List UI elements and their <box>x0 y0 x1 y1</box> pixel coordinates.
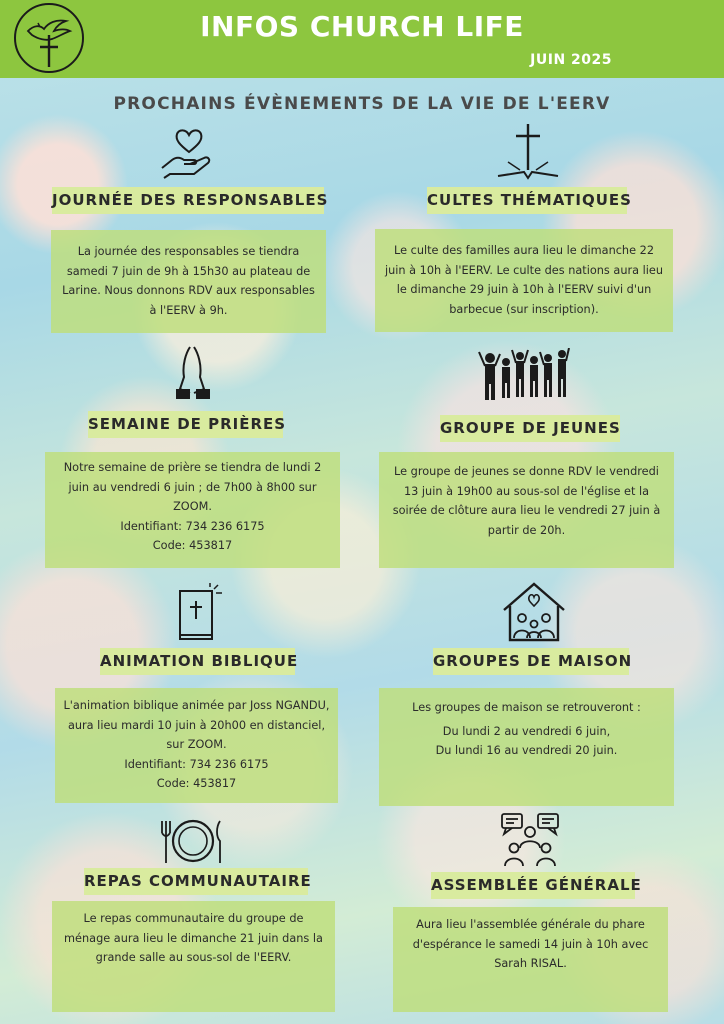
card-text-id: Identifiant: 734 236 6175 <box>120 519 265 533</box>
cross-bible-icon <box>494 120 562 184</box>
card-text: Aura lieu l'assemblée générale du phare d'espérance le samedi 14 juin à 10h avec Sarah RISAL. <box>412 918 649 970</box>
section-title-jeunes: GROUPE DE JEUNES <box>440 415 620 442</box>
card-text: Le groupe de jeunes se donne RDV le vendredi 13 juin à 19h00 au sous-sol de l'église et la soirée de clôture aura lieu le vendredi 27 juin à partir de 20h. <box>392 465 661 537</box>
section-title-journee: JOURNÉE DES RESPONSABLES <box>52 187 324 214</box>
card-text-code: Code: 453817 <box>152 539 233 552</box>
section-card-jeunes <box>379 452 674 568</box>
header-date: JUIN 2025 <box>530 52 612 68</box>
card-text: Les groupes de maison se retrouveront : <box>412 701 641 714</box>
card-text: Notre semaine de prière se tiendra de lundi 2 juin au vendredi 6 juin ; de 7h00 à 8h00 sur ZOOM. <box>63 461 322 513</box>
section-title-animation: ANIMATION BIBLIQUE <box>100 648 295 675</box>
header-title: INFOS CHURCH LIFE <box>200 10 524 43</box>
card-text-id: Identifiant: 734 236 6175 <box>124 757 269 771</box>
card-text: L'animation biblique animée par Joss NGANDU, aura lieu mardi 10 juin à 20h00 en distanciel, sur ZOOM. <box>63 699 330 751</box>
section-title-maison: GROUPES DE MAISON <box>433 648 629 675</box>
card-text-date2: Du lundi 16 au vendredi 20 juin. <box>435 744 618 757</box>
praying-hands-icon <box>170 343 216 401</box>
card-text: La journée des responsables se tiendra samedi 7 juin de 9h à 15h30 au plateau de Larine. Nous donnons RDV aux responsables à l'EERV à 9h. <box>62 245 315 317</box>
section-title-cultes: CULTES THÉMATIQUES <box>427 187 627 214</box>
section-card-assemblee <box>393 907 668 1012</box>
section-card-maison <box>379 688 674 806</box>
assembly-people-icon <box>500 812 560 868</box>
card-text: Le culte des familles aura lieu le dimanche 22 juin à 10h à l'EERV. Le culte des nations aura lieu le dimanche 29 juin à 10h à l'EERV suivi d'un barbecue (sur inscription). <box>384 244 664 316</box>
house-family-icon <box>500 580 568 644</box>
page-title: PROCHAINS ÉVÈNEMENTS DE LA VIE DE L'EERV <box>113 94 611 114</box>
section-title-repas: REPAS COMMUNAUTAIRE <box>84 868 308 895</box>
section-title-prieres: SEMAINE DE PRIÈRES <box>88 411 283 438</box>
section-card-animation <box>55 688 338 803</box>
section-title-assemblee: ASSEMBLÉE GÉNÉRALE <box>431 872 635 899</box>
card-text-code: Code: 453817 <box>156 777 237 790</box>
youth-group-icon <box>478 348 570 402</box>
bible-icon <box>176 583 224 641</box>
card-text: Le repas communautaire du groupe de ménage aura lieu le dimanche 21 juin dans la grande salle au sous-sol de l'EERV. <box>64 912 323 964</box>
heart-hand-icon <box>160 122 218 180</box>
card-text-date1: Du lundi 2 au vendredi 6 juin, <box>442 724 611 738</box>
plate-cutlery-icon <box>158 817 228 865</box>
section-card-prieres <box>45 452 340 568</box>
section-card-repas <box>52 901 335 1012</box>
header-bar <box>0 0 724 78</box>
section-card-journee <box>51 230 326 333</box>
section-card-cultes <box>375 229 673 332</box>
